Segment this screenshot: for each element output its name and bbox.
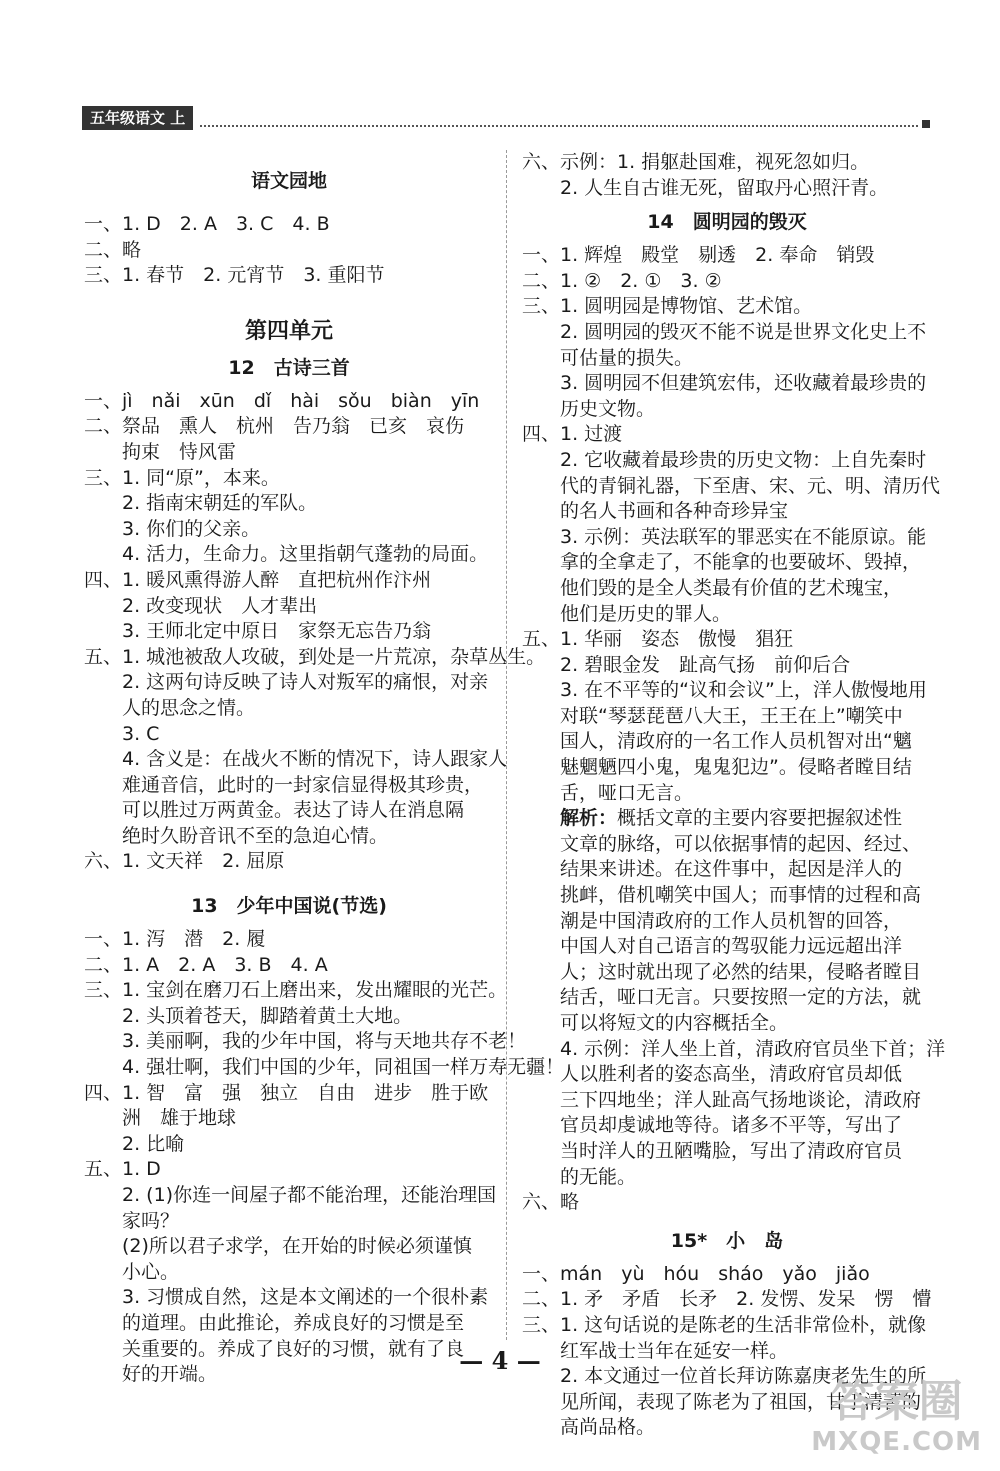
header-label: 五年级语文 上 — [82, 106, 193, 130]
answer-line: 4. 含义是：在战火不断的情况下，诗人跟家人 — [122, 748, 508, 771]
page-number: — 4 — — [459, 1346, 541, 1375]
answer-line: 三下四地坐；洋人趾高气扬地谈论，清政府 — [560, 1088, 922, 1111]
analysis-line: 挑衅，借机嘲笑中国人；而事情的过程和高 — [560, 884, 922, 907]
watermark-sub: MXQE.COM — [811, 1427, 982, 1457]
answer-line: 家吗？ — [122, 1209, 180, 1232]
answer-line: 四、1. 过渡 — [522, 423, 623, 446]
analysis-line: 潮是中国清政府的工作人员机智的回答， — [560, 909, 903, 932]
right-column — [522, 150, 946, 1441]
answer-line: 可以胜过万两黄金。表达了诗人在消息隔 — [122, 799, 465, 822]
answer-line: 五、1. D — [84, 1158, 161, 1181]
analysis-line: 结舌，哑口无言。只要按照一定的方法，就 — [560, 986, 922, 1009]
unit-title: 第四单元 — [244, 318, 333, 344]
answer-line: 六、略 — [522, 1191, 580, 1214]
answer-line: 3. C — [122, 722, 160, 745]
analysis-line: 结果来讲述。在这件事中，起因是洋人的 — [560, 858, 903, 881]
answer-line: 一、mán yù hóu sháo yǎo jiǎo — [522, 1262, 870, 1285]
analysis-line: 文章的脉络，可以依据事情的起因、经过、 — [560, 832, 922, 855]
answer-line: 六、1. 文天祥 2. 屈原 — [84, 850, 285, 873]
answer-line: 魅魍魉四小鬼，鬼鬼犯边”。侵略者瞠目结 — [560, 756, 912, 779]
lesson-title: 12 古诗三首 — [228, 356, 350, 379]
answer-line: 4. 示例：洋人坐上首，清政府官员坐下首；洋 — [560, 1037, 946, 1060]
answer-line: 好的开端。 — [122, 1363, 218, 1386]
answer-line: 对联“琴瑟琵琶八大王，王王在上”嘲笑中 — [560, 704, 903, 727]
answer-line: 洲 雄于地球 — [122, 1107, 237, 1130]
answer-line: 可估量的损失。 — [560, 346, 694, 369]
answer-line: 3. 圆明园不但建筑宏伟，还收藏着最珍贵的 — [560, 372, 927, 395]
answer-line: 2. 本文通过一位首长拜访陈嘉庚老先生的所 — [560, 1365, 927, 1388]
answer-line: 历史文物。 — [560, 397, 656, 420]
watermark-main: 答案圈 — [830, 1376, 963, 1427]
lesson-title: 15* 小 岛 — [670, 1229, 784, 1252]
answer-line: 二、1. A 2. A 3. B 4. A — [84, 953, 328, 976]
answer-line: 4. 活力，生命力。这里指朝气蓬勃的局面。 — [122, 543, 489, 566]
analysis-line: 中国人对自己语言的驾驭能力远远超出洋 — [560, 935, 903, 958]
answer-line: 4. 强壮啊，我们中国的少年，同祖国一样万寿无疆！ — [122, 1056, 565, 1079]
answer-line: 2. 碧眼金发 趾高气扬 前仰后合 — [560, 653, 851, 676]
answer-line: 人的思念之情。 — [122, 696, 256, 719]
answer-line: 一、1. 泻 潜 2. 履 — [84, 928, 266, 951]
answer-line: 2. 比喻 — [122, 1132, 185, 1155]
answer-line: 小心。 — [122, 1260, 180, 1283]
header-dotted-rule — [200, 125, 918, 127]
answer-line: 2. 这两句诗反映了诗人对叛军的痛恨，对亲 — [122, 671, 489, 694]
column-divider — [506, 150, 507, 1340]
answer-line: 3. 习惯成自然，这是本文阐述的一个很朴素 — [122, 1286, 489, 1309]
watermark-logo — [811, 1377, 982, 1457]
answer-line: 2. 它收藏着最珍贵的历史文物：上自先秦时 — [560, 448, 927, 471]
answer-line: 红军战士当年在延安一样。 — [560, 1339, 789, 1362]
answer-line: 3. 在不平等的“议和会议”上，洋人傲慢地用 — [560, 679, 927, 702]
answer-line: 五、1. 城池被敌人攻破，到处是一片荒凉，杂草丛生。 — [84, 645, 546, 668]
answer-line: 3. 示例：英法联军的罪恶实在不能原谅。能 — [560, 525, 927, 548]
answer-line: 关重要的。养成了良好的习惯，就有了良 — [122, 1337, 465, 1360]
lesson-title: 14 圆明园的毁灭 — [647, 211, 807, 234]
answer-line: 他们毁的是全人类最有价值的艺术瑰宝， — [560, 576, 903, 599]
answer-line: 人以胜利者的姿态高坐，清政府官员却低 — [560, 1063, 903, 1086]
answer-line: 代的青铜礼器，下至唐、宋、元、明、清历代 — [560, 474, 941, 497]
answer-line: 2. 人生自古谁无死，留取丹心照汗青。 — [560, 176, 889, 199]
answer-line: 绝时久盼音讯不至的急迫心情。 — [122, 824, 389, 847]
analysis-line — [522, 806, 932, 832]
answer-line: 拿的全拿走了，不能拿的也要破坏、毁掉， — [560, 551, 922, 574]
answer-line: 二、1. ② 2. ① 3. ② — [522, 269, 722, 292]
analysis-line: 人；这时就出现了必然的结果，侵略者瞠目 — [560, 960, 922, 983]
answer-line: 3. 你们的父亲。 — [122, 517, 261, 540]
answer-line: 高尚品格。 — [560, 1416, 656, 1439]
section-title: 语文园地 — [250, 170, 327, 192]
answer-line: 四、1. 智 富 强 独立 自由 进步 胜于欧 — [84, 1081, 489, 1104]
answer-line: 国人，清政府的一名工作人员机智对出“魑 — [560, 730, 912, 753]
answer-line: 的道理。由此推论，养成良好的习惯是至 — [122, 1311, 465, 1334]
answer-line: 三、1. 圆明园是博物馆、艺术馆。 — [522, 295, 813, 318]
answer-line: 2. 指南宋朝廷的军队。 — [122, 492, 318, 515]
answer-line: 三、1. 同“原”，本来。 — [84, 466, 280, 489]
answer-line: 三、1. 宝剑在磨刀石上磨出来，发出耀眼的光芒。 — [84, 979, 508, 1002]
answer-line: 拘束 恃风雷 — [122, 440, 237, 463]
answer-line: 四、1. 暖风熏得游人醉 直把杭州作汴州 — [84, 568, 432, 591]
answer-line: 二、1. 矛 矛盾 长矛 2. 发愣、发呆 愣 懵 — [522, 1288, 932, 1311]
answer-line: 2. 圆明园的毁灭不能不说是世界文化史上不 — [560, 320, 927, 343]
answer-line: 的名人书画和各种奇珍异宝 — [560, 500, 789, 523]
answer-line: 2. 改变现状 人才辈出 — [122, 594, 318, 617]
answer-line: 一、1. D 2. A 3. C 4. B — [84, 213, 330, 235]
running-header — [82, 106, 930, 130]
answer-line: 舌，哑口无言。 — [560, 781, 694, 804]
lesson-title: 13 少年中国说(节选) — [191, 895, 387, 918]
answer-line: 见所闻，表现了陈老为了祖国，甘于清苦的 — [560, 1390, 922, 1413]
answer-line: 二、略 — [84, 238, 142, 261]
header-square-mark — [922, 120, 930, 128]
analysis-label: 解析： — [560, 807, 618, 830]
answer-line: 2. (1)你连一间屋子都不能治理，还能治理国 — [122, 1184, 497, 1206]
analysis-text: 概括文章的主要内容要把握叙述性 — [617, 807, 903, 830]
answer-line: 当时洋人的丑陋嘴脸，写出了清政府官员 — [560, 1139, 903, 1162]
answer-line: 3. 美丽啊，我的少年中国，将与天地共存不老！ — [122, 1030, 527, 1053]
answer-line: 三、1. 春节 2. 元宵节 3. 重阳节 — [84, 264, 385, 287]
answer-line: 他们是历史的罪人。 — [560, 602, 732, 625]
answer-line: (2)所以君子求学，在开始的时候必须谨慎 — [122, 1235, 472, 1258]
answer-line: 3. 王师北定中原日 家祭无忘告乃翁 — [122, 620, 432, 643]
answer-line: 官员却虔诚地等待。诸多不平等，写出了 — [560, 1114, 903, 1137]
answer-line: 一、jì nǎi xūn dǐ hài sǒu biàn yīn — [84, 389, 480, 412]
answer-line: 三、1. 这句话说的是陈老的生活非常俭朴，就像 — [522, 1313, 927, 1336]
answer-line: 2. 头顶着苍天，脚踏着黄土大地。 — [122, 1004, 413, 1027]
answer-line: 二、祭品 熏人 杭州 告乃翁 已亥 哀伤 — [84, 415, 465, 438]
answer-line: 五、1. 华丽 姿态 傲慢 猖狂 — [522, 628, 794, 651]
analysis-line: 可以将短文的内容概括全。 — [560, 1012, 789, 1034]
answer-line: 六、示例：1. 捐躯赴国难，视死忽如归。 — [522, 151, 870, 173]
answer-line: 一、1. 辉煌 殿堂 剔透 2. 奉命 销毁 — [522, 244, 875, 267]
answer-line: 难通音信，此时的一封家信显得极其珍贵， — [122, 773, 484, 796]
answer-line: 的无能。 — [560, 1165, 637, 1188]
